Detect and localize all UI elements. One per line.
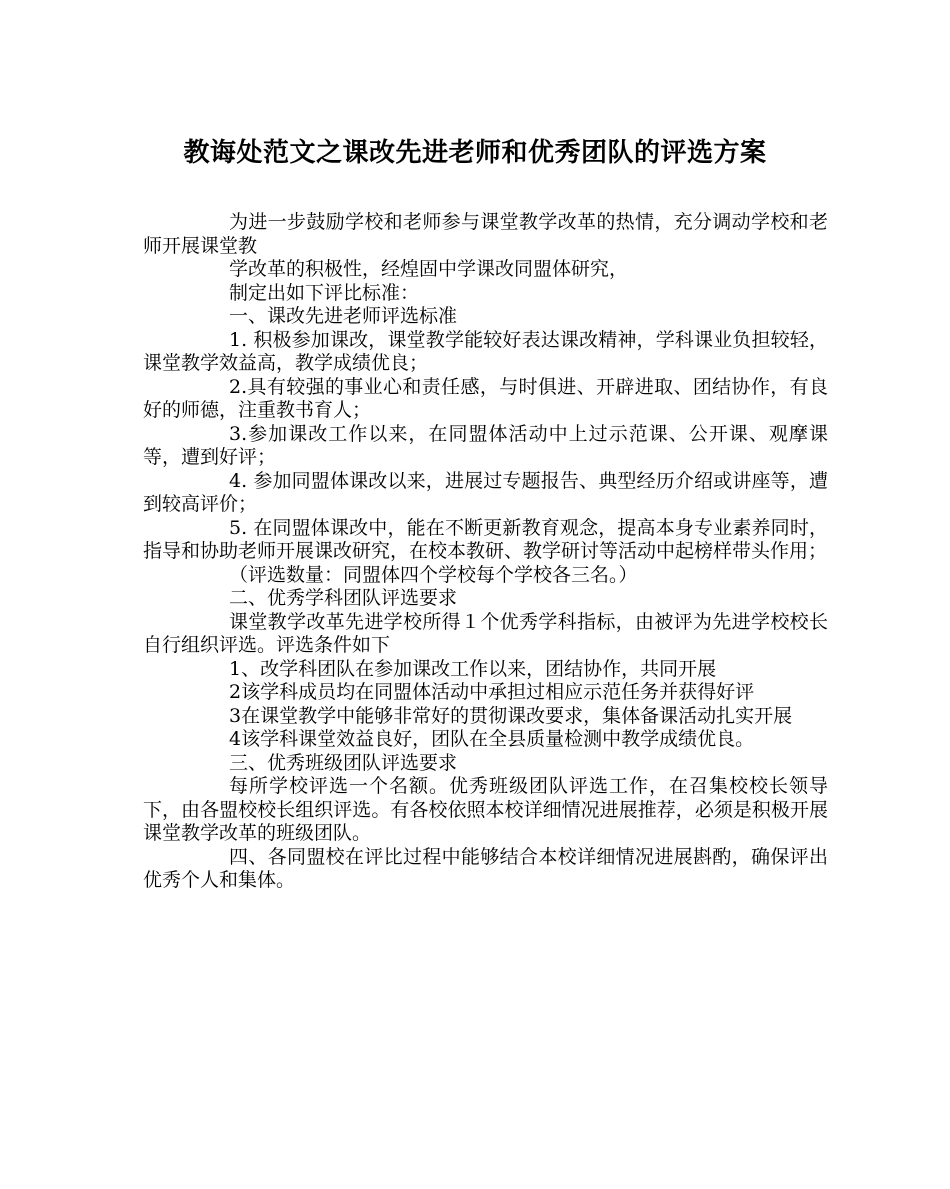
subject-team-criterion-4: 4该学科课堂效益良好，团队在全县质量检测中教学成绩优良。	[229, 728, 755, 750]
teacher-criterion-2: 2.具有较强的事业心和责任感，与时俱进、开辟进取、团结协作，有良好的师德，注重教书育人；	[143, 375, 828, 421]
document-title: 教诲处范文之课改先进老师和优秀团队的评选方案	[183, 138, 767, 168]
paragraph-intro: 为进一步鼓励学校和老师参与课堂教学改革的热情，充分调动学校和老师开展课堂教	[143, 211, 828, 257]
selection-quota-note: （评选数量：同盟体四个学校每个学校各三名。）	[229, 563, 638, 586]
subject-team-criterion-1: 1、改学科团队在参加课改工作以来，团结协作，共同开展	[229, 657, 717, 680]
section-heading-class-team: 三、优秀班级团队评选要求	[229, 751, 458, 774]
subject-team-intro: 课堂教学改革先进学校所得１个优秀学科指标，由被评为先进学校校长自行组织评选。评选条件如下	[143, 610, 828, 656]
teacher-criterion-3: 3.参加课改工作以来，在同盟体活动中上过示范课、公开课、观摩课等，遭到好评；	[143, 422, 828, 468]
subject-team-criterion-2: 2该学科成员均在同盟体活动中承担过相应示范任务并获得好评	[229, 681, 755, 703]
class-team-description: 每所学校评选一个名额。优秀班级团队评选工作，在召集校校长领导下，由各盟校校长组织评选。有各校依照本校详细情况进展推荐，必须是积极开展课堂教学改革的班级团队。	[143, 775, 828, 844]
paragraph-intro-continued: 学改革的积极性，经煌固中学课改同盟体研究，	[229, 258, 629, 280]
section-heading-teacher-standards: 一、课改先进老师评选标准	[229, 305, 458, 327]
paragraph-standards-intro: 制定出如下评比标准：	[229, 281, 420, 304]
teacher-criterion-1: 1. 积极参加课改，课堂教学能较好表达课改精神，学科课业负担较轻，课堂教学效益高，教学成绩优良；	[143, 328, 828, 374]
teacher-criterion-5: 5. 在同盟体课改中，能在不断更新教育观念，提高本身专业素养同时，指导和协助老师开展课改研究，在校本教研、教学研讨等活动中起榜样带头作用；	[143, 516, 828, 562]
teacher-criterion-4: 4. 参加同盟体课改以来，进展过专题报告、典型经历介绍或讲座等，遭到较高评价；	[143, 469, 828, 515]
document-body	[143, 211, 828, 893]
section-four-closing: 四、各同盟校在评比过程中能够结合本校详细情况进展斟酌，确保评出优秀个人和集体。	[143, 845, 828, 891]
subject-team-criterion-3: 3在课堂教学中能够非常好的贯彻课改要求，集体备课活动扎实开展	[229, 704, 793, 727]
section-heading-subject-team: 二、优秀学科团队评选要求	[229, 587, 458, 609]
